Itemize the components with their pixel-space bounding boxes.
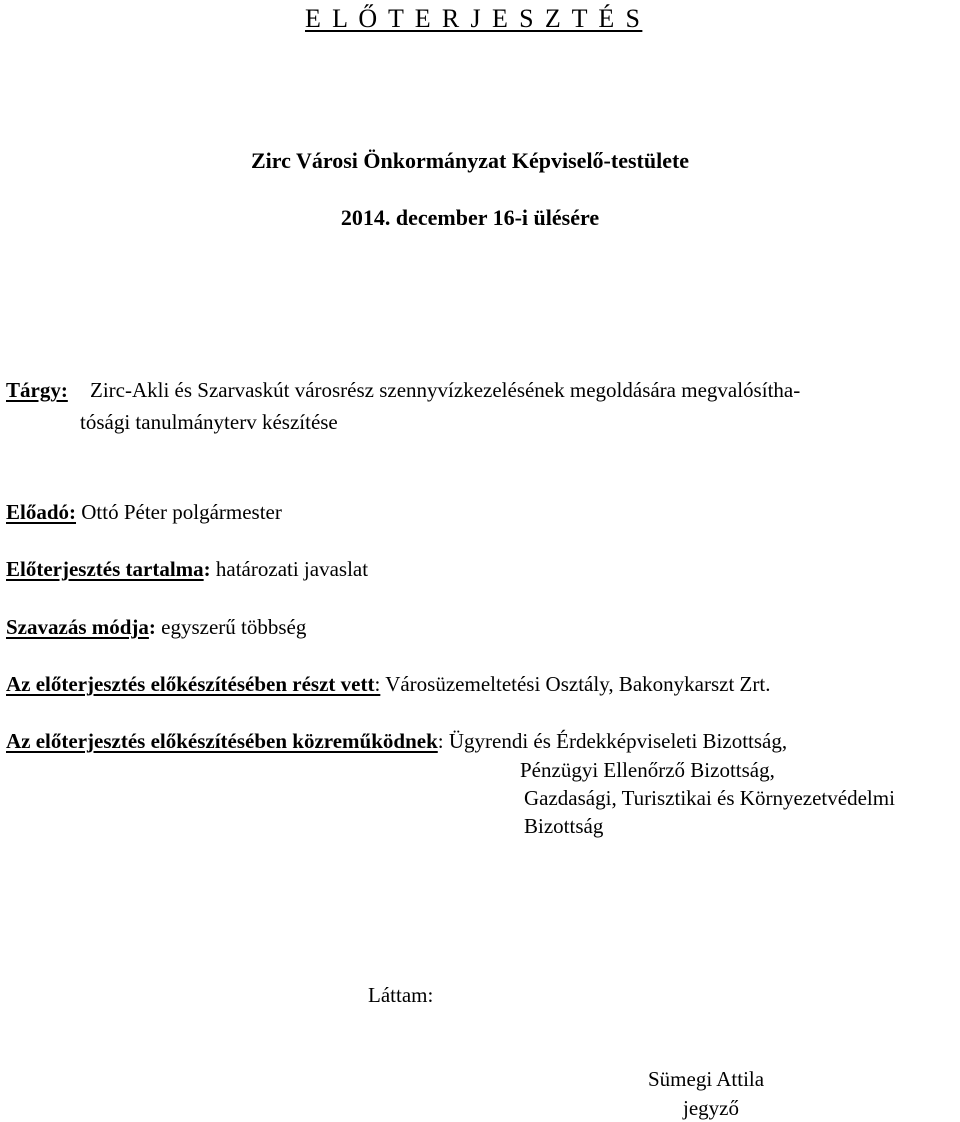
content-value: határozati javaslat — [210, 557, 369, 581]
subject-label: Tárgy: — [6, 378, 68, 402]
signatory-name: Sümegi Attila — [648, 1067, 765, 1091]
presenter-value: Ottó Péter polgármester — [76, 500, 282, 524]
participants-value: Városüzemeltetési Osztály, Bakonykarszt Zrt. — [380, 672, 771, 696]
voting-row — [6, 615, 306, 640]
seen-label: Láttam: — [368, 983, 434, 1007]
contributors-label: Az előterjesztés előkészítésében közreműködnek — [6, 729, 438, 753]
presenter-row — [6, 500, 282, 525]
contributors-row — [6, 729, 787, 754]
voting-value: egyszerű többség — [155, 615, 307, 639]
presenter-label: Előadó: — [6, 500, 77, 524]
participants-row — [6, 672, 770, 697]
voting-label: Szavazás módja — [6, 615, 149, 639]
participants-colon: : — [374, 672, 381, 696]
voting-colon: : — [148, 615, 156, 639]
contributors-value-3: Gazdasági, Turisztikai és Környezetvédelmi — [524, 786, 895, 810]
document-title: E L Ő T E R J E S Z T É S — [305, 4, 643, 33]
subject-row — [6, 378, 68, 403]
participants-label: Az előterjesztés előkészítésében részt vett — [6, 672, 375, 696]
meeting-date: 2014. december 16-i ülésére — [340, 205, 600, 230]
council-name: Zirc Városi Önkormányzat Képviselő-testülete — [250, 148, 690, 173]
subject-line-1: Zirc-Akli és Szarvaskút városrész szennyvízkezelésének megoldására megvalósítha- — [90, 378, 801, 402]
signatory-role: jegyző — [683, 1096, 739, 1120]
contributors-value-2: Pénzügyi Ellenőrző Bizottság, — [520, 758, 775, 782]
contributors-value-1: Ügyrendi és Érdekképviseleti Bizottság, — [443, 729, 788, 753]
contributors-colon: : — [437, 729, 444, 753]
subject-line-2: tósági tanulmányterv készítése — [80, 410, 338, 434]
content-row — [6, 557, 368, 582]
content-label: Előterjesztés tartalma — [6, 557, 204, 581]
contributors-value-4: Bizottság — [524, 814, 604, 838]
content-colon: : — [203, 557, 211, 581]
